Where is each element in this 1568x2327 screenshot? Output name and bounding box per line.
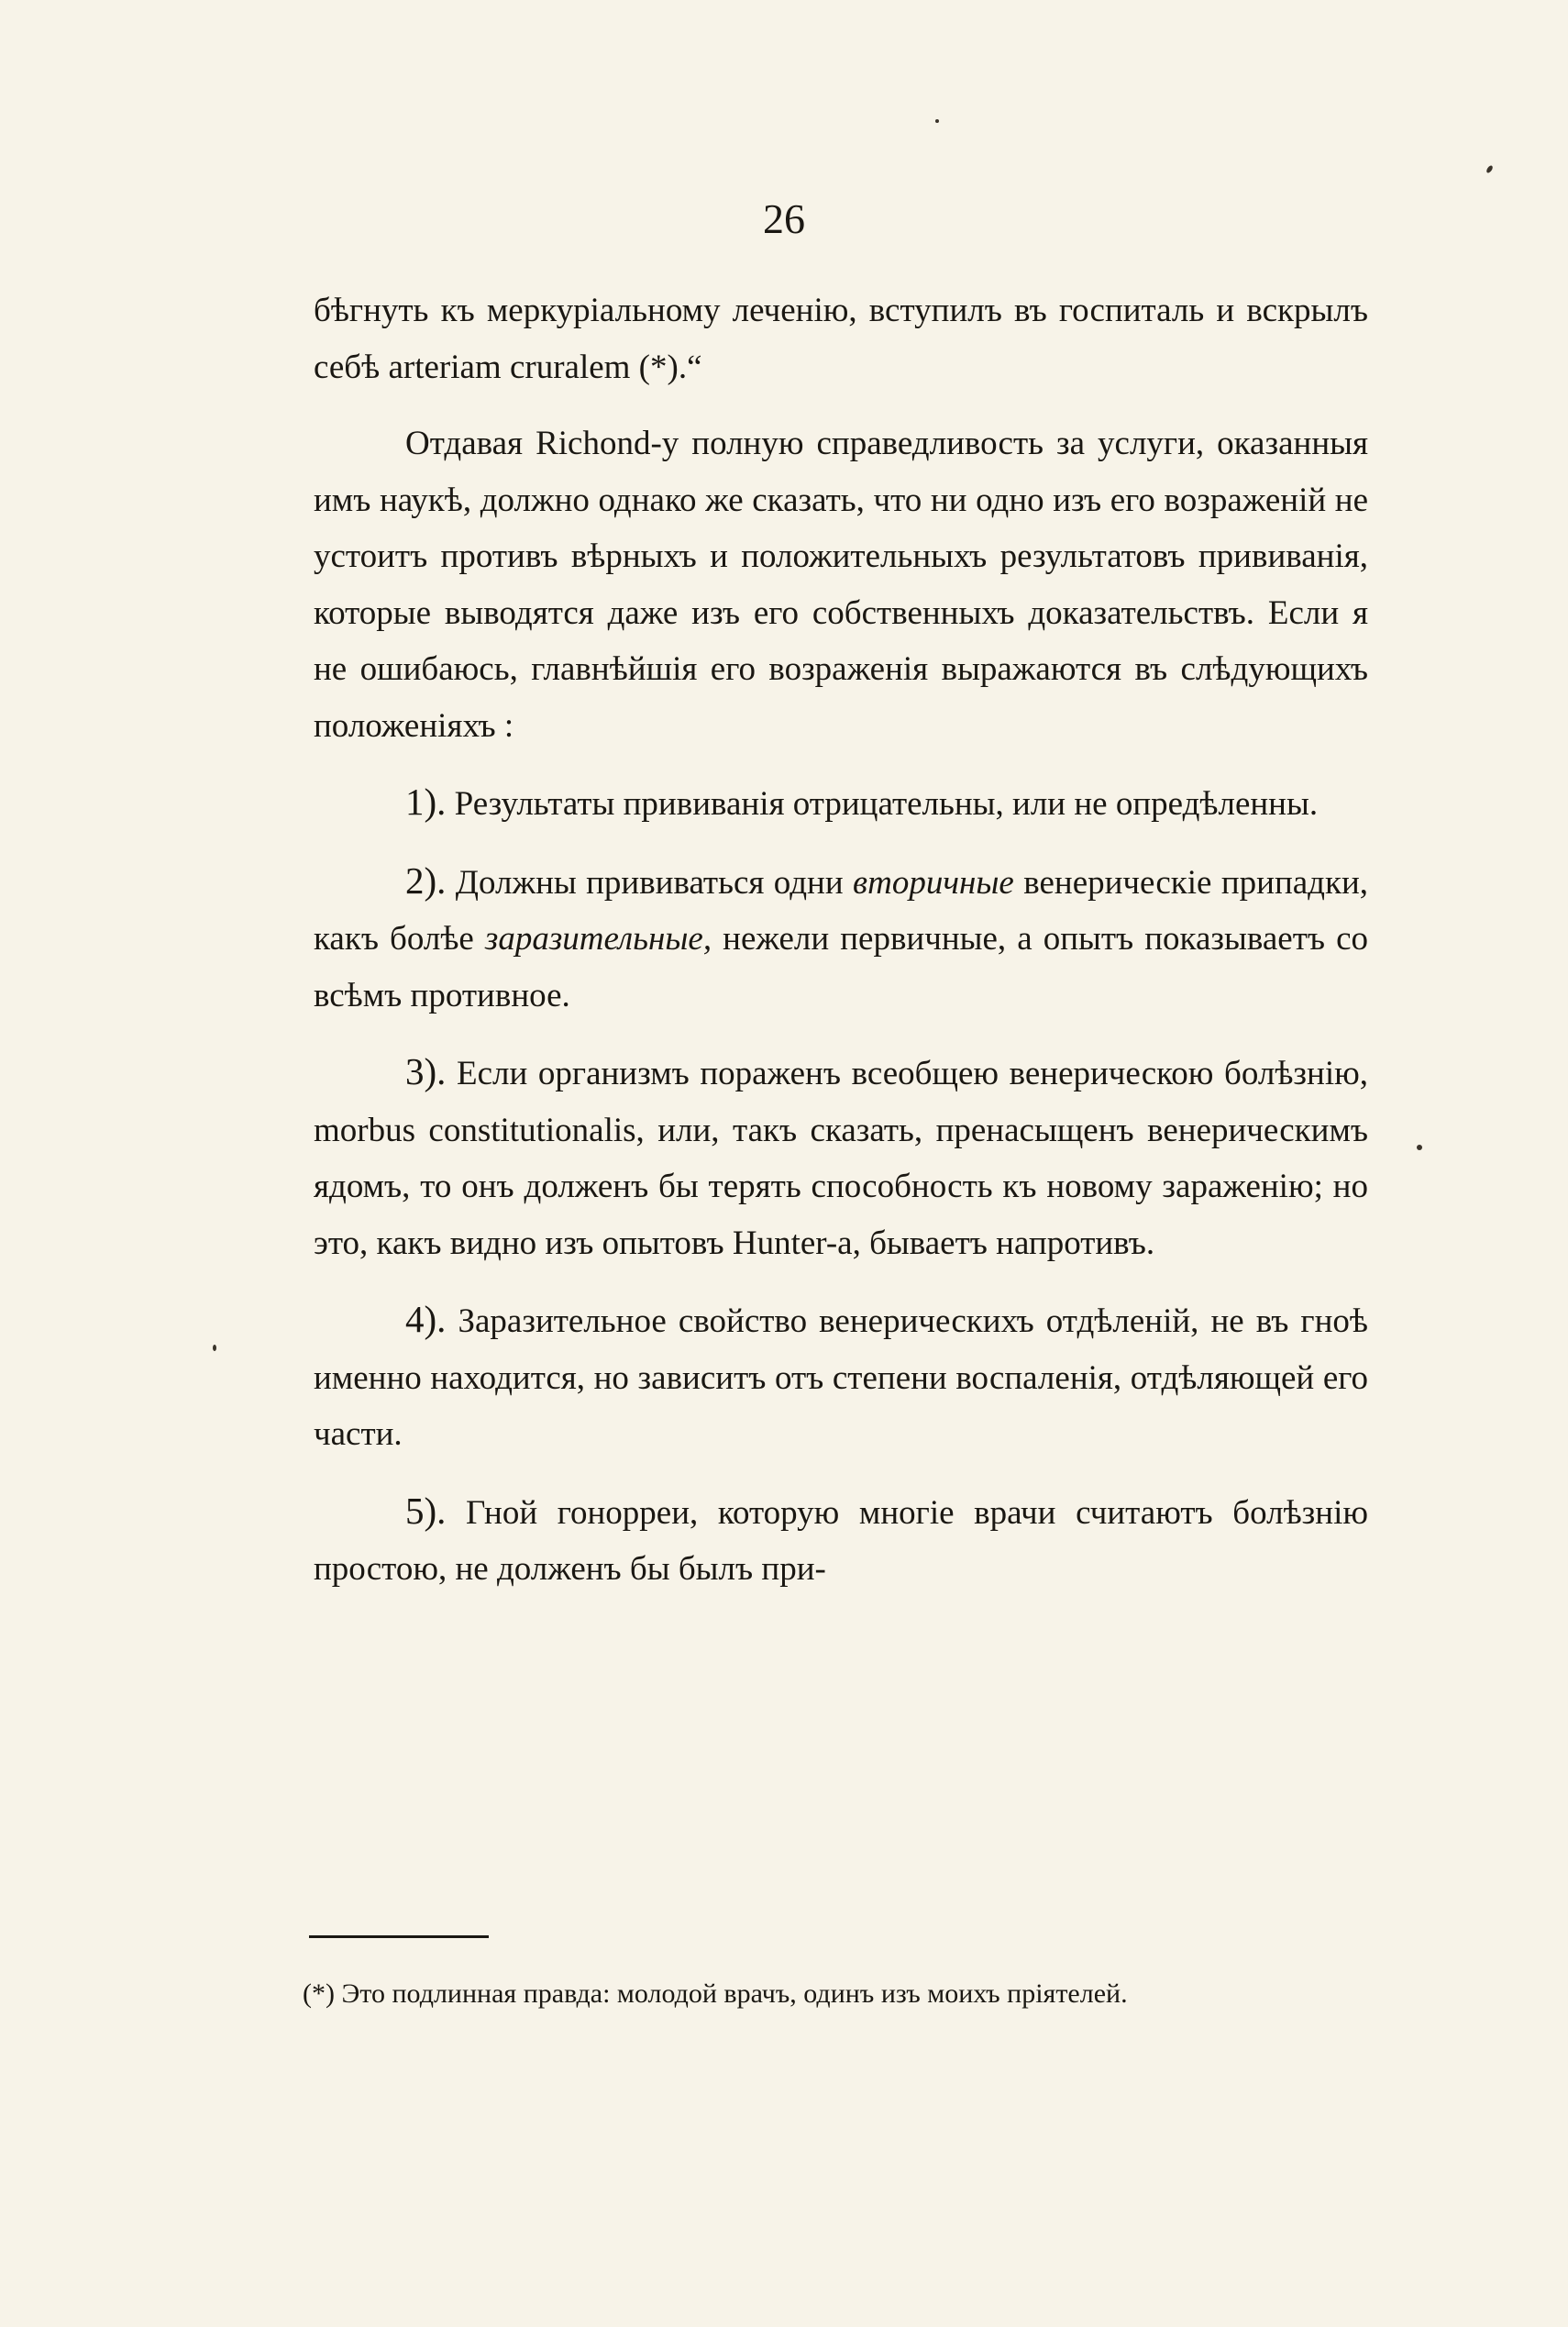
item-text: нежели первичные, а опытъ показываетъ со всѣмъ противное. (314, 920, 1368, 1014)
page-number: 26 (763, 195, 805, 242)
emphasis-secondary: вторичные (853, 863, 1014, 902)
ink-speck (1485, 164, 1494, 173)
list-item (314, 1291, 1368, 1463)
item-number: 4). (405, 1298, 447, 1340)
item-number: 5). (405, 1489, 447, 1532)
ink-speck (1417, 1145, 1422, 1150)
item-text: Гной гонорреи, которую многіе врачи считаютъ болѣзнію простою, не долженъ бы былъ при- (314, 1493, 1369, 1588)
ink-speck (213, 1345, 216, 1351)
item-text: Результаты прививанія отрицательны, или не опредѣленны. (454, 785, 1319, 823)
ink-speck (935, 119, 939, 123)
item-text: Заразительное свойство венерическихъ отдѣленій, не въ гноѣ именно находится, но зависитъ отъ степени воспаленія, отдѣляющей его части. (314, 1302, 1369, 1453)
item-text: Если организмъ пораженъ всеобщею венерическою болѣзнію, morbus constitutionalis, или, такъ сказать, пренасыщенъ венерическимъ ядомъ, то онъ долженъ бы терять способность къ новому зараженію; но это, какъ видно изъ опытовъ Hunter-a, бываетъ напротивъ. (314, 1055, 1368, 1262)
continuation-paragraph: бѣгнуть къ меркуріальному леченію, вступилъ въ госпиталь и вскрылъ себѣ arteriam cruralem (*).“ (314, 292, 1368, 386)
list-item (314, 774, 1368, 833)
item-text: Должны прививаться одни (455, 863, 844, 902)
list-item (314, 1483, 1368, 1598)
footnote-divider (309, 1935, 489, 1938)
item-number: 3). (405, 1050, 447, 1092)
intro-paragraph (314, 416, 1368, 754)
emphasis-contagious: заразительные, (484, 920, 712, 958)
list-item (314, 853, 1368, 1025)
footnote: (*) Это подлинная правда: молодой врачъ, одинъ изъ моихъ пріятелей. (303, 1978, 1128, 2009)
item-text: венерическіе припадки, какъ болѣе (314, 863, 1369, 958)
item-number: 1). (405, 781, 447, 823)
main-text (314, 283, 1368, 1598)
item-number: 2). (405, 859, 447, 902)
list-item (314, 1044, 1368, 1271)
intro-text: Отдавая Richond-у полную справедливость за услуги, оказанныя имъ наукѣ, должно однако же сказать, что ни одно изъ его возраженій не устоитъ противъ вѣрныхъ и положительныхъ результатовъ прививанія, которые выводятся даже изъ его собственныхъ доказательствъ. Если я не ошибаюсь, главнѣйшія его возраженія выражаются въ слѣдующихъ положеніяхъ : (314, 425, 1368, 745)
